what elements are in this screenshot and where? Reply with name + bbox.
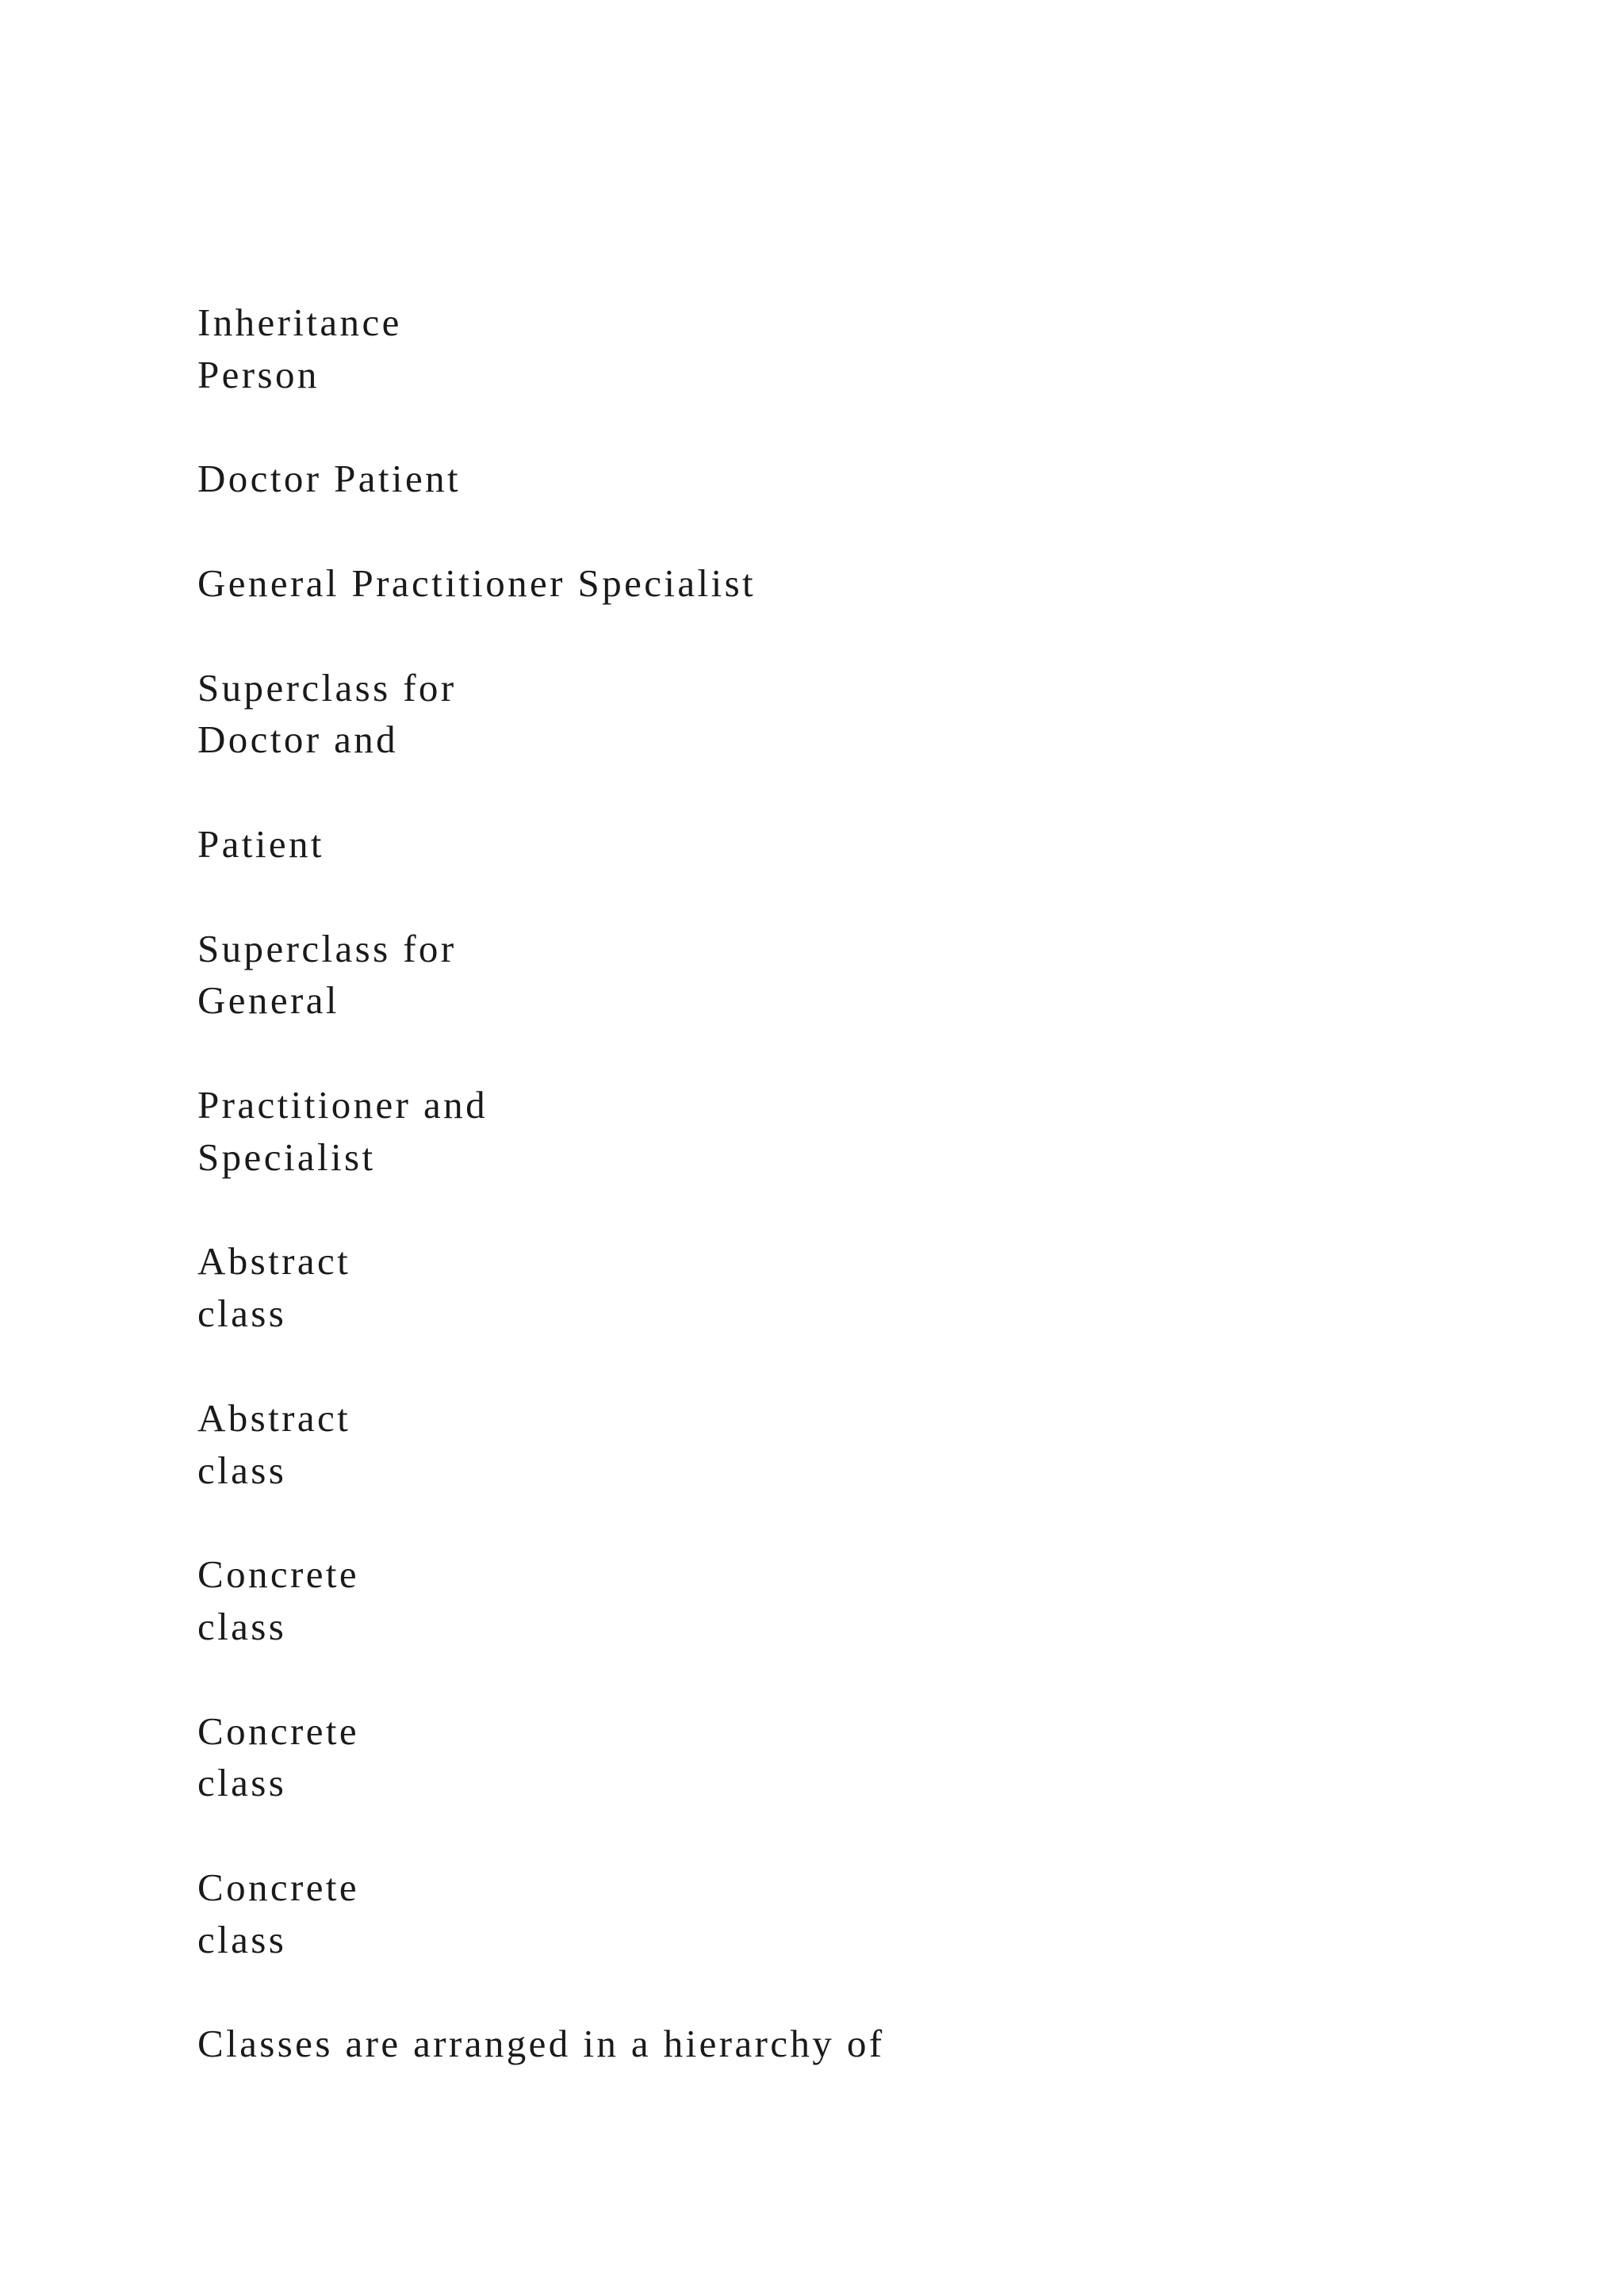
blank-line: [197, 1496, 1466, 1548]
text-line: Concrete: [197, 1865, 360, 1909]
text-line: class: [197, 1761, 287, 1805]
text-line: General: [197, 978, 339, 1023]
blank-line: [197, 1966, 1466, 2019]
text-line: Concrete: [197, 1709, 360, 1753]
text-line: Doctor Patient: [197, 457, 462, 501]
text-line: Classes are arranged in a hierarchy of: [197, 2022, 885, 2066]
text-line: Abstract: [197, 1239, 351, 1284]
text-line: Specialist: [197, 1135, 376, 1179]
blank-line: [197, 1184, 1466, 1236]
blank-line: [197, 766, 1466, 818]
text-line: Patient: [197, 821, 324, 866]
text-line: class: [197, 1292, 287, 1336]
text-line: General Practitioner Specialist: [197, 561, 756, 605]
text-line: Superclass for: [197, 665, 457, 710]
text-line: Concrete: [197, 1552, 360, 1597]
text-line: Practitioner and: [197, 1082, 488, 1127]
blank-line: [197, 871, 1466, 923]
blank-line: [197, 505, 1466, 557]
text-line: class: [197, 1604, 287, 1648]
blank-line: [197, 1340, 1466, 1392]
blank-line: [197, 401, 1466, 453]
blank-line: [197, 1027, 1466, 1079]
text-line: Superclass for: [197, 926, 457, 970]
document-text: [197, 297, 1466, 2070]
blank-line: [197, 1809, 1466, 1862]
text-line: Person: [197, 352, 320, 396]
text-line: Doctor and: [197, 718, 399, 762]
heading-inheritance: Inheritance: [197, 300, 402, 344]
text-line: class: [197, 1917, 287, 1961]
blank-line: [197, 1653, 1466, 1705]
text-line: class: [197, 1448, 287, 1492]
text-line: Abstract: [197, 1395, 351, 1440]
blank-line: [197, 610, 1466, 662]
